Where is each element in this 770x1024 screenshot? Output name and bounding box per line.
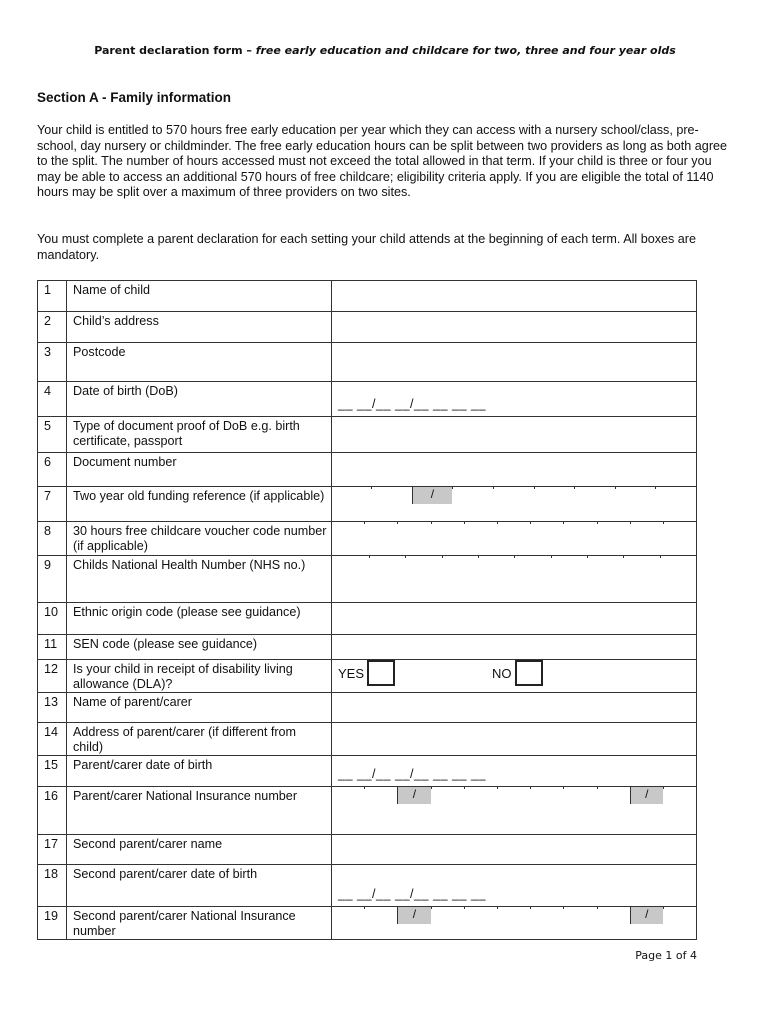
char-box[interactable]	[493, 487, 534, 489]
row-label: 30 hours free childcare voucher code number (if applicable)	[67, 522, 332, 556]
char-box-separator	[397, 787, 430, 804]
char-box[interactable]	[660, 556, 696, 558]
yes-checkbox[interactable]	[367, 660, 395, 686]
row-number: 8	[38, 522, 67, 556]
char-box-separator	[397, 907, 430, 924]
char-box[interactable]	[332, 907, 364, 909]
voucher-code-field[interactable]	[332, 522, 697, 556]
table-row	[38, 835, 697, 865]
table-row	[38, 556, 697, 603]
table-row	[38, 907, 697, 940]
postcode-field[interactable]	[332, 343, 697, 382]
char-box[interactable]	[405, 556, 441, 558]
header-title: Parent declaration form –	[94, 44, 256, 57]
slash-text: /	[412, 787, 417, 801]
char-box[interactable]	[464, 522, 497, 524]
char-box[interactable]	[514, 556, 550, 558]
row-number: 18	[38, 865, 67, 907]
char-box[interactable]	[530, 522, 563, 524]
char-box[interactable]	[371, 487, 412, 489]
char-box[interactable]	[332, 522, 364, 524]
parent-address-field[interactable]	[332, 723, 697, 756]
second-parent-name-field[interactable]	[332, 835, 697, 865]
table-row	[38, 281, 697, 312]
char-box[interactable]	[630, 522, 663, 524]
row-number: 4	[38, 382, 67, 417]
table-row	[38, 522, 697, 556]
table-row	[38, 417, 697, 453]
row-number: 19	[38, 907, 67, 940]
row-number: 1	[38, 281, 67, 312]
second-parent-dob-field[interactable]	[332, 865, 697, 907]
table-row	[38, 865, 697, 907]
parent-ni-field[interactable]	[332, 787, 697, 835]
dob-placeholder: __ __/__ __/__ __ __ __	[338, 767, 487, 781]
char-box[interactable]	[655, 487, 696, 489]
row-label: Second parent/carer National Insurance number	[67, 907, 332, 940]
header-subtitle: free early education and childcare for two, three and four year olds	[255, 44, 676, 57]
table-row	[38, 487, 697, 522]
row-number: 3	[38, 343, 67, 382]
row-label: Second parent/carer name	[67, 835, 332, 865]
row-number: 16	[38, 787, 67, 835]
char-box-separator	[412, 487, 453, 504]
char-box[interactable]	[442, 556, 478, 558]
char-box[interactable]	[587, 556, 623, 558]
row-label: Name of child	[67, 281, 332, 312]
yes-label: YES	[338, 665, 365, 681]
table-row	[38, 343, 697, 382]
document-number-field[interactable]	[332, 453, 697, 487]
char-box[interactable]	[431, 787, 464, 789]
char-box[interactable]	[497, 787, 530, 789]
char-box[interactable]	[597, 907, 630, 909]
sen-code-field[interactable]	[332, 635, 697, 660]
char-box[interactable]	[497, 907, 530, 909]
family-information-table	[37, 280, 697, 940]
table-row	[38, 603, 697, 635]
char-box[interactable]	[431, 907, 464, 909]
section-title: Section A - Family information	[37, 90, 232, 105]
char-box[interactable]	[534, 487, 575, 489]
char-box[interactable]	[364, 787, 397, 789]
char-box[interactable]	[551, 556, 587, 558]
row-number: 9	[38, 556, 67, 603]
row-number: 14	[38, 723, 67, 756]
slash-text: /	[645, 907, 649, 921]
slash-text: /	[645, 787, 649, 801]
char-box[interactable]	[332, 787, 364, 789]
table-row	[38, 756, 697, 787]
dla-field	[332, 660, 697, 693]
table-row	[38, 787, 697, 835]
child-dob-field[interactable]	[332, 382, 697, 417]
char-box[interactable]	[369, 556, 405, 558]
row-number: 5	[38, 417, 67, 453]
char-box[interactable]	[574, 487, 615, 489]
row-label: Parent/carer National Insurance number	[67, 787, 332, 835]
row-label: Parent/carer date of birth	[67, 756, 332, 787]
char-box[interactable]	[663, 907, 696, 909]
nhs-number-field[interactable]	[332, 556, 697, 603]
char-box[interactable]	[478, 556, 514, 558]
row-label: Type of document proof of DoB e.g. birth certificate, passport	[67, 417, 332, 453]
page-header	[0, 44, 770, 57]
row-label: Address of parent/carer (if different from child)	[67, 723, 332, 756]
row-label: Two year old funding reference (if applicable)	[67, 487, 332, 522]
no-label: NO	[492, 665, 512, 681]
char-box[interactable]	[530, 907, 563, 909]
dob-placeholder: __ __/__ __/__ __ __ __	[338, 397, 487, 411]
row-number: 11	[38, 635, 67, 660]
char-box[interactable]	[464, 787, 497, 789]
char-box[interactable]	[597, 522, 630, 524]
char-box[interactable]	[530, 787, 563, 789]
table-row	[38, 312, 697, 343]
row-label: Child’s address	[67, 312, 332, 343]
char-box[interactable]	[497, 522, 530, 524]
parent-dob-field[interactable]	[332, 756, 697, 787]
row-number: 6	[38, 453, 67, 487]
page-number: Page 1 of 4	[635, 949, 697, 962]
char-box-separator	[630, 787, 663, 804]
row-label: Postcode	[67, 343, 332, 382]
char-box[interactable]	[663, 522, 696, 524]
char-box[interactable]	[364, 522, 397, 524]
row-label: Is your child in receipt of disability living allowance (DLA)?	[67, 660, 332, 693]
ethnic-origin-field[interactable]	[332, 603, 697, 635]
dob-placeholder: __ __/__ __/__ __ __ __	[338, 887, 487, 901]
char-box[interactable]	[364, 907, 397, 909]
row-number: 13	[38, 693, 67, 723]
char-box[interactable]	[452, 487, 493, 489]
row-label: Name of parent/carer	[67, 693, 332, 723]
row-label: Second parent/carer date of birth	[67, 865, 332, 907]
dob-proof-field[interactable]	[332, 417, 697, 453]
char-box[interactable]	[563, 787, 596, 789]
instruction-paragraph: You must complete a parent declaration for each setting your child attends at the beginning of each term. All boxes are mandatory.	[37, 232, 697, 262]
row-label: Date of birth (DoB)	[67, 382, 332, 417]
row-label: Ethnic origin code (please see guidance)	[67, 603, 332, 635]
char-box[interactable]	[623, 556, 659, 558]
row-number: 17	[38, 835, 67, 865]
table-row	[38, 453, 697, 487]
char-box[interactable]	[597, 787, 630, 789]
slash-text: /	[430, 487, 435, 501]
row-label: Document number	[67, 453, 332, 487]
slash-text: /	[412, 907, 417, 921]
table-row	[38, 693, 697, 723]
row-number: 7	[38, 487, 67, 522]
row-number: 2	[38, 312, 67, 343]
row-label: Childs National Health Number (NHS no.)	[67, 556, 332, 603]
table-row	[38, 635, 697, 660]
row-number: 10	[38, 603, 67, 635]
char-box[interactable]	[663, 787, 696, 789]
char-box[interactable]	[464, 907, 497, 909]
char-box[interactable]	[563, 907, 596, 909]
table-row	[38, 660, 697, 693]
no-checkbox[interactable]	[515, 660, 543, 686]
row-label: SEN code (please see guidance)	[67, 635, 332, 660]
two-year-reference-field[interactable]	[332, 487, 697, 522]
child-address-field[interactable]	[332, 312, 697, 343]
char-box-separator	[630, 907, 663, 924]
char-box[interactable]	[563, 522, 596, 524]
second-parent-ni-field[interactable]	[332, 907, 697, 940]
row-number: 12	[38, 660, 67, 693]
child-name-field[interactable]	[332, 281, 697, 312]
char-box[interactable]	[397, 522, 430, 524]
parent-name-field[interactable]	[332, 693, 697, 723]
intro-paragraph: Your child is entitled to 570 hours free early education per year which they can access with a nursery school/class, pre-school, day nursery or childminder. The free early education hours can be split between two providers as long as both agree to the split. The number of hours accessed must not exceed the total allowed in that term. If your child is three or four you may be able to access an additional 570 hours of free childcare; eligibility criteria apply. If you are eligible the total of 1140 hours may be split over a maximum of three providers on two sites.	[37, 123, 728, 200]
table-row	[38, 723, 697, 756]
char-box[interactable]	[431, 522, 464, 524]
table-row	[38, 382, 697, 417]
char-box[interactable]	[615, 487, 656, 489]
row-number: 15	[38, 756, 67, 787]
